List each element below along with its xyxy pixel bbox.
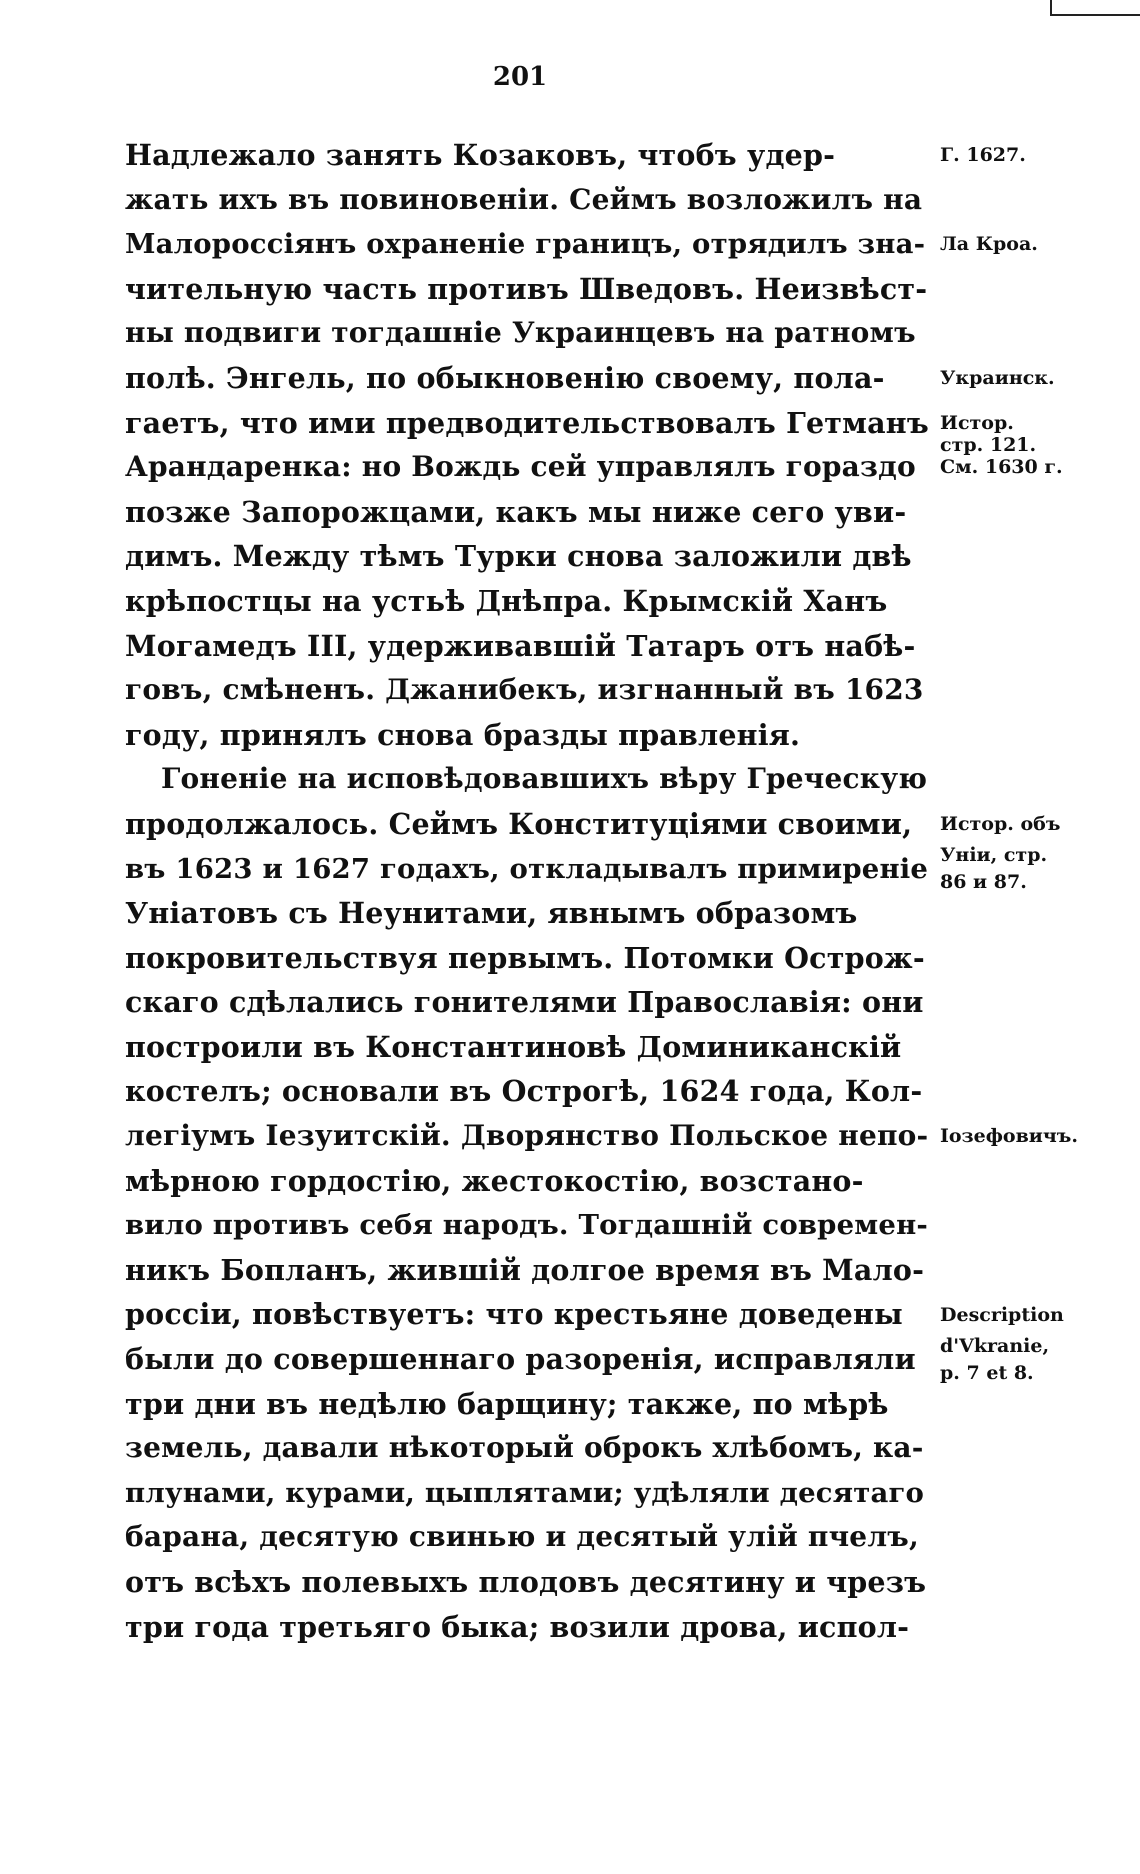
text-line: никъ Бопланъ, жившій долгое время въ Мало- [125, 1252, 925, 1287]
page-number: 201 [492, 62, 548, 92]
text-line: крѣпостцы на устьѣ Днѣпра. Крымскій Ханъ [125, 583, 888, 618]
text-line: Надлежало занять Козаковъ, чтобъ удер- [125, 138, 836, 172]
text-line: россіи, повѣствуетъ: что крестьяне доведены [125, 1297, 903, 1332]
text-line: покровительствуя первымъ. Потомки Острож- [125, 940, 925, 975]
text-line: позже Запорожцами, какъ мы ниже сего уви- [125, 494, 907, 529]
text-line: построили въ Константиновѣ Доминиканскій [125, 1029, 902, 1064]
text-line: Уніатовъ съ Неунитами, явнымъ образомъ [125, 896, 858, 931]
text-line: въ 1623 и 1627 годахъ, откладывалъ примиреніе [125, 852, 929, 885]
text-line: Арандаренка: но Вождь сей управлялъ гораздо [125, 450, 916, 484]
text-line: Гоненіе на исповѣдовавшихъ вѣру Греческую [161, 762, 928, 796]
text-line: три дни въ недѣлю барщину; также, по мѣрѣ [125, 1386, 889, 1421]
margin-note: Ла Кроа. [940, 234, 1038, 255]
text-line: легіумъ Іезуитскій. Дворянство Польское непо- [125, 1119, 929, 1153]
main-text-column [125, 133, 929, 1649]
margin-note: См. 1630 г. [940, 457, 1063, 478]
text-line: полѣ. Энгель, по обыкновенію своему, пола- [125, 360, 885, 395]
page-corner-mark [1050, 0, 1140, 16]
text-line: Могамедъ III, удерживавшій Татаръ отъ набѣ- [125, 628, 916, 663]
text-line: говъ, смѣненъ. Джанибекъ, изгнанный въ 1623 [125, 673, 924, 707]
text-line: были до совершеннаго разоренія, исправляли [125, 1342, 916, 1377]
text-line: отъ всѣхъ полевыхъ плодовъ десятину и чрезъ [125, 1565, 927, 1599]
margin-note: стр. 121. [940, 434, 1037, 455]
margin-note: d'Vkranie, [940, 1335, 1050, 1356]
text-line: три года третьяго быка; возили дрова, испол- [125, 1609, 910, 1644]
text-line: чительную часть противъ Шведовъ. Неизвѣст- [125, 271, 928, 306]
text-line: мѣрною гордостію, жестокостію, возстано- [125, 1163, 864, 1198]
text-line: плунами, курами, цыплятами; удѣляли десятаго [125, 1476, 925, 1509]
text-line: году, принялъ снова бразды правленія. [125, 717, 801, 752]
margin-note: Уніи, стр. [940, 845, 1048, 866]
margin-note: 86 и 87. [940, 871, 1027, 892]
text-line: продолжалось. Сеймъ Конституціями своими, [125, 806, 913, 841]
text-line: гаетъ, что ими предводительствовалъ Гетманъ [125, 405, 929, 440]
text-line: земель, давали нѣкоторый оброкъ хлѣбомъ, ка- [125, 1431, 924, 1465]
text-line: барана, десятую свинью и десятый улій пчелъ, [125, 1520, 919, 1554]
text-line: жать ихъ въ повиновеніи. Сеймъ возложилъ на [125, 182, 923, 216]
text-line: димъ. Между тѣмъ Турки снова заложили двѣ [125, 539, 912, 574]
margin-note: Истор. объ [940, 814, 1061, 834]
text-line: костелъ; основали въ Острогѣ, 1624 года, Кол- [125, 1074, 923, 1109]
text-line: вило противъ себя народъ. Тогдашній современ- [125, 1209, 929, 1242]
margin-note: p. 7 et 8. [940, 1362, 1034, 1383]
margin-note: Истор. [940, 412, 1014, 433]
margin-note: Г. 1627. [940, 145, 1026, 165]
margin-note: Іозефовичъ. [940, 1126, 1078, 1147]
margin-note: Description [940, 1304, 1064, 1325]
text-line: ны подвиги тогдашніе Украинцевъ на ратномъ [125, 316, 916, 350]
margin-note: Украинск. [940, 368, 1055, 388]
text-line: скаго сдѣлались гонителями Православія: они [125, 985, 924, 1020]
text-line: Малороссіянъ охраненіе границъ, отрядилъ зна- [125, 228, 926, 261]
